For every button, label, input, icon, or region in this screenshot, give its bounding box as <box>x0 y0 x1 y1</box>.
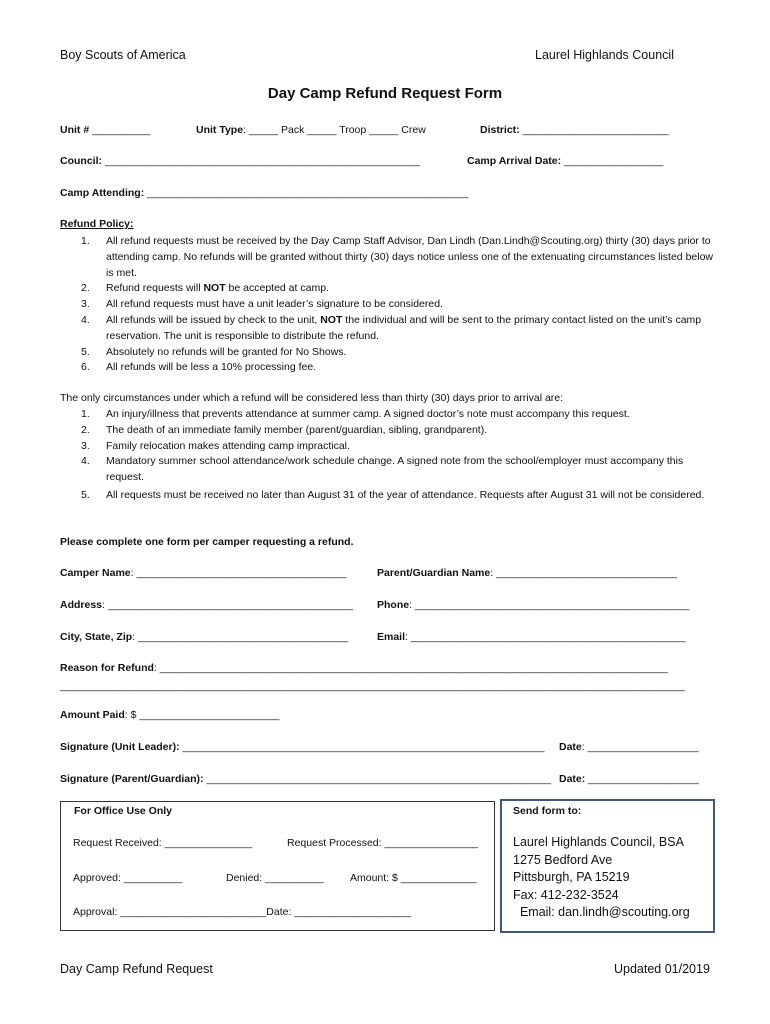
approved-field[interactable]: Approved: __________ <box>73 872 183 884</box>
footer-form-name: Day Camp Refund Request <box>60 962 213 976</box>
district-label: District: <box>480 124 520 136</box>
list-item <box>60 360 720 376</box>
list-text: Family relocation makes attending camp impractical. <box>106 439 350 452</box>
city-state-zip-line: : ____________________________________ <box>132 631 349 643</box>
instruction-text: Please complete one form per camper requesting a refund. <box>60 536 354 548</box>
email-line: : _______________________________________________ <box>405 631 686 643</box>
signature-parent-label: Signature (Parent/Guardian): <box>60 773 204 785</box>
council-field[interactable] <box>60 155 420 167</box>
list-number: 5. <box>81 345 90 358</box>
send-line-email: Email: dan.lindh@scouting.org <box>513 905 690 919</box>
list-text: be accepted at camp. <box>225 282 329 295</box>
unit-number-field[interactable] <box>60 124 151 136</box>
list-text: All refunds will be less a 10% processing fee. <box>106 361 317 374</box>
parent-name-field[interactable] <box>377 567 677 579</box>
signature-unit-leader-field[interactable] <box>60 741 545 753</box>
date-leader-line: : ___________________ <box>581 741 699 753</box>
footer-updated: Updated 01/2019 <box>614 962 710 976</box>
circumstances-intro: The only circumstances under which a refund will be considered less than thirty (30) days prior to arrival are: <box>60 392 564 404</box>
date-parent-line: ___________________ <box>585 773 700 785</box>
date-leader-label: Date <box>559 741 582 753</box>
council-label: Council: <box>60 155 102 167</box>
reason-label: Reason for Refund <box>60 662 154 674</box>
request-received-field[interactable]: Request Received: _______________ <box>73 837 253 849</box>
list-item <box>60 407 720 423</box>
phone-line: : _______________________________________________ <box>409 599 690 611</box>
list-item <box>60 313 720 345</box>
camper-name-field[interactable] <box>60 567 347 579</box>
amount-paid-field[interactable] <box>60 709 280 721</box>
signature-unit-leader-label: Signature (Unit Leader): <box>60 741 180 753</box>
office-use-heading: For Office Use Only <box>74 805 173 817</box>
list-item <box>60 345 720 361</box>
send-form-heading: Send form to: <box>513 805 582 817</box>
list-emphasis: NOT <box>203 282 226 295</box>
district-line: _________________________ <box>519 124 669 136</box>
list-item <box>60 486 720 504</box>
signature-parent-line: ___________________________________________________________ <box>203 773 551 785</box>
list-text: All refund requests must have a unit leader’s signature to be considered. <box>106 298 443 311</box>
list-text: Mandatory summer school attendance/work schedule change. A signed note from the school/employer must accompany this request. <box>106 455 684 484</box>
list-text: the individual and will be sent to the primary contact listed on the unit’s camp reservation. The unit is responsible to distribute the refund. <box>106 313 702 342</box>
list-text: Absolutely no refunds will be granted for No Shows. <box>106 345 347 358</box>
list-text: An injury/illness that prevents attendance at summer camp. A signed doctor’s note must accompany this request. <box>106 408 630 420</box>
unit-number-line: __________ <box>89 124 151 136</box>
address-label: Address <box>60 599 103 611</box>
list-number: 1. <box>81 408 90 420</box>
unit-number-label: Unit # <box>60 124 90 136</box>
header-org: Boy Scouts of America <box>60 48 186 62</box>
camp-attending-field[interactable] <box>60 187 468 199</box>
email-label: Email <box>377 631 406 643</box>
signature-unit-leader-line: ______________________________________________________________ <box>179 741 545 753</box>
list-text: Refund requests will <box>106 282 204 295</box>
list-number: 6. <box>81 361 90 374</box>
list-number: 2. <box>81 423 90 436</box>
list-number: 4. <box>81 313 90 326</box>
list-number: 1. <box>81 235 90 247</box>
list-item <box>60 454 720 486</box>
request-processed-field[interactable]: Request Processed: ________________ <box>287 837 478 849</box>
refund-policy-heading: Refund Policy: <box>60 218 134 230</box>
address-line: : __________________________________________ <box>102 599 354 611</box>
list-text: The death of an immediate family member (parent/guardian, sibling, grandparent). <box>106 423 488 436</box>
send-line-city: Pittsburgh, PA 15219 <box>513 870 630 884</box>
arrival-date-field[interactable] <box>467 155 663 167</box>
refund-policy-list <box>60 234 720 376</box>
page-title: Day Camp Refund Request Form <box>267 85 503 102</box>
list-emphasis: NOT <box>320 313 343 326</box>
city-state-zip-label: City, State, Zip <box>60 631 133 643</box>
phone-field[interactable] <box>377 599 689 611</box>
arrival-date-label: Camp Arrival Date: <box>467 155 562 167</box>
reason-line: : _______________________________________________________________________________________ <box>153 662 668 674</box>
amount-paid-line: : $ ________________________ <box>124 709 280 721</box>
parent-name-line: : _______________________________ <box>490 567 678 579</box>
list-item <box>60 297 720 313</box>
list-item <box>60 281 720 297</box>
signature-parent-field[interactable] <box>60 773 551 785</box>
header-council: Laurel Highlands Council <box>535 48 674 62</box>
date-parent-label: Date: <box>559 773 586 785</box>
list-number: 3. <box>81 298 90 311</box>
email-field[interactable] <box>377 631 685 643</box>
office-amount-field[interactable]: Amount: $ _____________ <box>350 872 477 884</box>
address-field[interactable] <box>60 599 353 611</box>
reason-field[interactable] <box>60 662 668 674</box>
circumstances-list <box>60 407 720 504</box>
list-item <box>60 439 720 455</box>
unit-type-field[interactable] <box>196 124 426 136</box>
list-item <box>60 423 720 439</box>
date-parent-field[interactable] <box>559 773 699 785</box>
send-line-fax: Fax: 412-232-3524 <box>513 887 619 902</box>
camper-name-label: Camper Name <box>60 567 131 579</box>
unit-type-label: Unit Type <box>196 124 244 136</box>
camper-name-line: : ____________________________________ <box>130 567 347 579</box>
amount-paid-label: Amount Paid <box>60 709 125 721</box>
send-line-name: Laurel Highlands Council, BSA <box>513 835 684 849</box>
send-address-block <box>513 834 690 922</box>
reason-continuation-line[interactable]: ___________________________________________________________________________________________________________ <box>60 680 685 692</box>
unit-type-options: : _____ Pack _____ Troop _____ Crew <box>243 124 426 136</box>
list-number: 2. <box>81 282 90 295</box>
list-number: 5. <box>81 488 90 501</box>
district-field[interactable] <box>480 124 669 136</box>
camp-attending-line: _______________________________________________________ <box>144 187 469 199</box>
denied-field[interactable]: Denied: __________ <box>226 872 324 884</box>
council-line: ______________________________________________________ <box>102 155 421 167</box>
arrival-date-line: _________________ <box>561 155 664 167</box>
list-text: All requests must be received no later than August 31 of the year of attendance. Requests after August 31 will not be considered. <box>106 488 705 501</box>
list-number: 3. <box>81 439 90 452</box>
phone-label: Phone <box>377 599 410 611</box>
list-text: All refunds will be issued by check to the unit, <box>106 313 321 326</box>
list-item <box>60 234 720 281</box>
date-leader-field[interactable] <box>559 741 699 753</box>
camp-attending-label: Camp Attending: <box>60 187 145 199</box>
approval-field[interactable]: Approval: _________________________Date: ____________________ <box>73 906 412 918</box>
parent-name-label: Parent/Guardian Name <box>377 567 491 579</box>
send-line-street: 1275 Bedford Ave <box>513 852 613 867</box>
city-state-zip-field[interactable] <box>60 631 348 643</box>
list-number: 4. <box>81 455 90 468</box>
list-text: All refund requests must be received by the Day Camp Staff Advisor, Dan Lindh (Dan.Lindh@Scouting.org) thirty (30) days prior to attending camp. No refunds will be granted without thirty (30) days notice unless one of the extenuating circumstances listed below is met. <box>106 235 714 279</box>
